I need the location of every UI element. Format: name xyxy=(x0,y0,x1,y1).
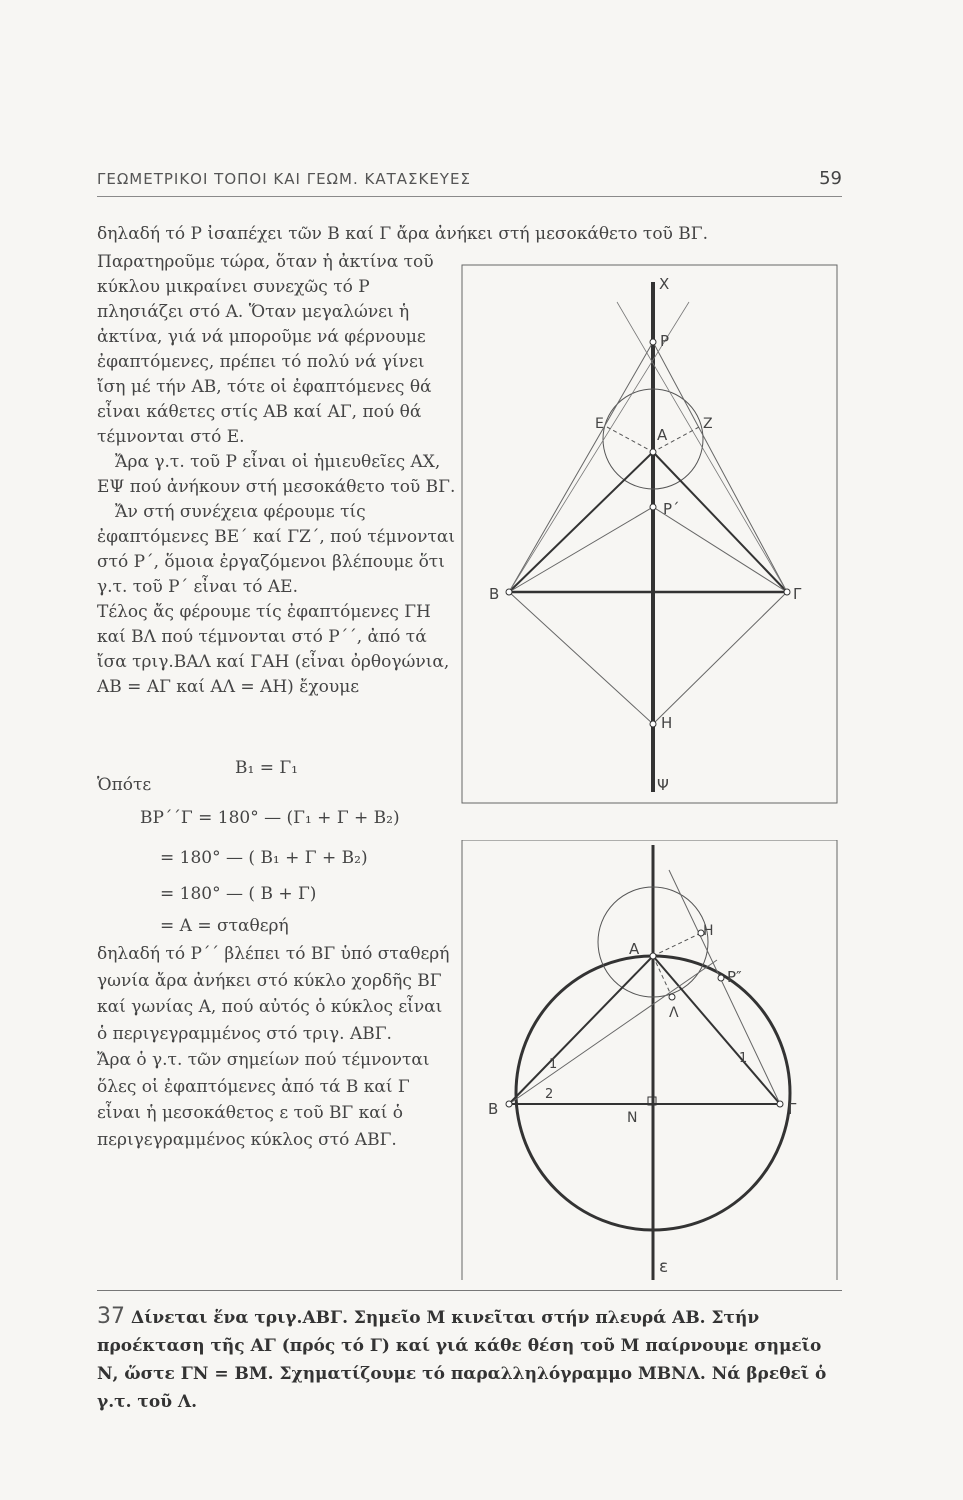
point-P1 xyxy=(650,504,656,510)
label-P: Ρ xyxy=(660,332,670,350)
point-A-2 xyxy=(650,953,656,959)
equation-4: = Α = σταθερή xyxy=(160,916,289,936)
lower-left-text xyxy=(97,941,457,1153)
equation-1: ΒΡ΄΄Γ = 180° — (Γ₁ + Γ + Β₂) xyxy=(140,808,400,828)
page-number: 59 xyxy=(819,168,842,189)
figure-2 xyxy=(457,840,842,1280)
segment-AG xyxy=(653,452,787,592)
label-A-2: Α xyxy=(629,940,640,958)
paragraph-6: Ἄρα ὁ γ.τ. τῶν σημείων πού τέμνονται ὅλες οἱ ἐφαπτόμενες ἀπό τά Β καί Γ εἶναι ἡ μεσοκάθετος ε τοῦ ΒΓ καί ὁ περιγεγραμμένος κύκλος στό ΑΒΓ. xyxy=(97,1050,430,1150)
label-N: Ν xyxy=(627,1110,638,1126)
tangent-GP1 xyxy=(653,507,787,592)
segment-AG-2 xyxy=(653,956,780,1104)
equation-2: = 180° — ( Β₁ + Γ + Β₂) xyxy=(160,848,368,868)
tangent-BP1 xyxy=(509,507,653,592)
label-one-left: 1 xyxy=(549,1057,558,1072)
full-width-line: δηλαδή τό Ρ ἰσαπέχει τῶν Β καί Γ ἄρα ἀνήκει στή μεσοκάθετο τοῦ ΒΓ. xyxy=(97,224,708,244)
label-two: 2 xyxy=(545,1087,554,1102)
tangent-BH xyxy=(509,592,653,724)
paragraph-4: Τέλος ἄς φέρουμε τίς ἐφαπτόμενες ΓΗ καί ΒΛ πού τέμνονται στό Ρ΄΄, ἀπό τά ἴσα τριγ.ΒΑΛ καί ΓΑΗ (εἶναι ὀρθογώνια, ΑΒ = ΑΓ καί ΑΛ = ΑΗ) ἔχουμε xyxy=(97,602,450,697)
label-X: X xyxy=(659,275,670,293)
exercise-37 xyxy=(97,1303,842,1416)
opote-label: Ὁπότε xyxy=(97,775,152,795)
radius-AH xyxy=(653,933,701,956)
point-B-2 xyxy=(506,1101,512,1107)
point-L xyxy=(669,994,675,1000)
paragraph-5: δηλαδή τό Ρ΄΄ βλέπει τό ΒΓ ὑπό σταθερή γωνία ἄρα ἀνήκει στό κύκλο χορδῆς ΒΓ καί γωνίας Α, πού αὐτός ὁ κύκλος εἶναι ὁ περιγεγραμμένος στό τριγ. ΑΒΓ. xyxy=(97,944,450,1044)
label-G-2: Γ xyxy=(788,1100,797,1118)
radius-AE xyxy=(607,427,653,452)
tangent-BP2 xyxy=(509,960,717,1104)
tangent-BP xyxy=(509,342,653,592)
point-G xyxy=(784,589,790,595)
radius-AL xyxy=(653,956,672,997)
extension-line-1 xyxy=(617,302,787,592)
tangent-GH xyxy=(653,592,787,724)
figure-1-frame xyxy=(462,265,837,803)
label-one-right: 1 xyxy=(739,1051,748,1066)
tangent-GP xyxy=(653,342,787,592)
label-P2: Ρ″ xyxy=(727,968,742,986)
tangent-GH-2 xyxy=(669,870,780,1104)
label-E: Ε xyxy=(595,416,604,432)
point-G-2 xyxy=(777,1101,783,1107)
figure-1 xyxy=(457,262,842,807)
label-Psi: Ψ xyxy=(657,776,669,794)
header-title: ΓΕΩΜΕΤΡΙΚΟΙ ΤΟΠΟΙ ΚΑΙ ΓΕΩΜ. ΚΑΤΑΣΚΕΥΕΣ xyxy=(97,170,471,188)
running-header xyxy=(97,170,842,197)
label-G: Γ xyxy=(793,585,802,603)
label-L: Λ xyxy=(669,1005,679,1021)
point-A xyxy=(650,449,656,455)
footnote-rule xyxy=(97,1290,842,1291)
label-P1: Ρ΄ xyxy=(663,500,680,518)
equation-3: = 180° — ( Β + Γ) xyxy=(160,884,317,904)
segment-AB xyxy=(509,452,653,592)
label-B: Β xyxy=(489,585,500,603)
point-P xyxy=(650,339,656,345)
left-column xyxy=(97,250,457,700)
point-H xyxy=(650,721,656,727)
label-H: Η xyxy=(661,714,673,732)
equation-b1-g1: B₁ = Γ₁ xyxy=(235,758,298,778)
label-eps: ε xyxy=(659,1257,669,1277)
exercise-number: 37 xyxy=(97,1304,125,1329)
point-P2 xyxy=(718,975,724,981)
paragraph-2: Ἄρα γ.τ. τοῦ Ρ εἶναι οἱ ἡμιευθεῖες ΑΧ, ΕΨ πού ἀνήκουν στή μεσοκάθετο τοῦ ΒΓ. xyxy=(97,452,456,497)
exercise-text: Δίνεται ἕνα τριγ.ΑΒΓ. Σημεῖο Μ κινεῖται στήν πλευρά ΑΒ. Στήν προέκταση τῆς ΑΓ (πρός τό Γ) καί γιά κάθε θέση τοῦ Μ παίρνουμε σημεῖο Ν, ὥστε ΓΝ = ΒΜ. Σχηματίζουμε τό παραλληλόγραμμο ΜΒΝΛ. Νά βρεθεῖ ὁ γ.τ. τοῦ Λ. xyxy=(97,1308,827,1412)
label-H-2: Η xyxy=(703,923,714,939)
label-Z: Ζ xyxy=(703,416,713,432)
label-B-2: Β xyxy=(488,1100,499,1118)
paragraph-1: Παρατηροῦμε τώρα, ὅταν ἡ ἀκτίνα τοῦ κύκλου μικραίνει συνεχῶς τό Ρ πλησιάζει στό Α. Ὅταν μεγαλώνει ἡ ἀκτίνα, γιά νά μποροῦμε νά φέρνουμε ἐφαπτόμενες, πρέπει τό πολύ νά γίνει ἴση μέ τήν ΑΒ, τότε οἱ ἐφαπτόμενες θά εἶναι κάθετες στίς ΑΒ καί ΑΓ, πού θά τέμνονται στό Ε. xyxy=(97,252,434,447)
figure-2-frame xyxy=(462,840,837,1280)
label-A: Α xyxy=(657,426,668,444)
paragraph-3: Ἄν στή συνέχεια φέρουμε τίς ἐφαπτόμενες ΒΕ΄ καί ΓΖ΄, πού τέμνονται στό Ρ΄, ὅμοια ἐργαζόμενοι βλέπουμε ὅτι γ.τ. τοῦ Ρ΄ εἶναι τό ΑΕ. xyxy=(97,502,455,597)
point-B xyxy=(506,589,512,595)
